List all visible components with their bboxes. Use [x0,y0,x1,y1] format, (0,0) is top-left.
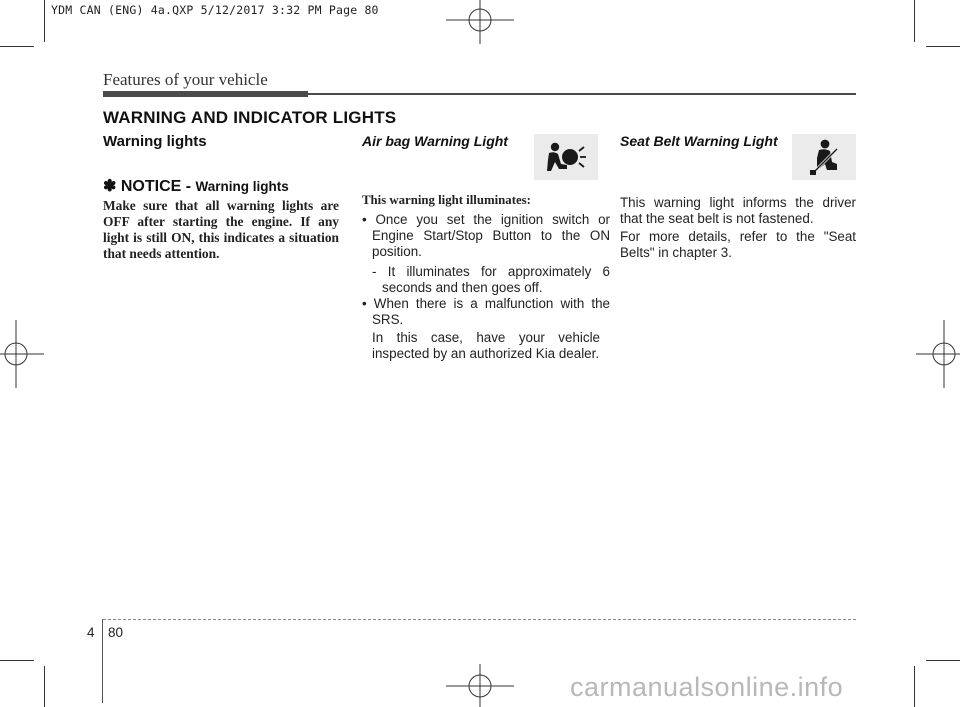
footer-rule [103,619,856,620]
header-bar [103,91,308,97]
notice-subject: Warning lights [195,179,289,194]
seat-belt-warning-icon [792,134,856,180]
seat-belt-description: This warning light informs the driver that the seat belt is not fastened. [620,195,856,226]
notice-star-icon: ✽ [103,178,117,195]
header-rule [308,93,856,95]
chapter-number: 4 [87,625,95,640]
printer-slug: YDM CAN (ENG) 4a.QXP 5/12/2017 3:32 PM Page 80 [51,3,379,17]
section-label: Features of your vehicle [103,70,268,89]
folio-divider [102,619,103,703]
chapter-title: WARNING AND INDICATOR LIGHTS [103,108,397,127]
airbag-lead-text: This warning light illuminates: [362,193,531,207]
notice-label: NOTICE - [120,178,192,195]
registration-mark-bottom [446,664,514,707]
seat-belt-warning-heading: Seat Belt Warning Light [620,133,778,149]
warning-lights-heading: Warning lights [103,133,207,150]
airbag-dealer-advice: In this case, have your vehicle inspected by an authorized Kia dealer. [372,330,600,361]
airbag-warning-icon [534,134,598,180]
airbag-warning-heading: Air bag Warning Light [362,133,508,149]
notice-heading [103,176,289,196]
page-number: 80 [108,625,124,640]
airbag-bullet-ignition: • Once you set the ignition switch or Engine Start/Stop Button to the ON position. [362,212,610,259]
notice-body: Make sure that all warning lights are OFF after starting the engine. If any light is still ON, this indicates a situation that needs attention. [103,198,339,261]
registration-mark-right [916,320,960,388]
watermark: carmanualsonline.info [570,672,844,702]
registration-mark-left [0,320,44,388]
airbag-bullet-malfunction: • When there is a malfunction with the SRS. [362,296,610,327]
seat-belt-reference: For more details, refer to the "Seat Belts" in chapter 3. [620,229,856,260]
airbag-dash-duration: - It illuminates for approximately 6 seconds and then goes off. [372,264,610,295]
registration-mark-top [446,0,514,44]
